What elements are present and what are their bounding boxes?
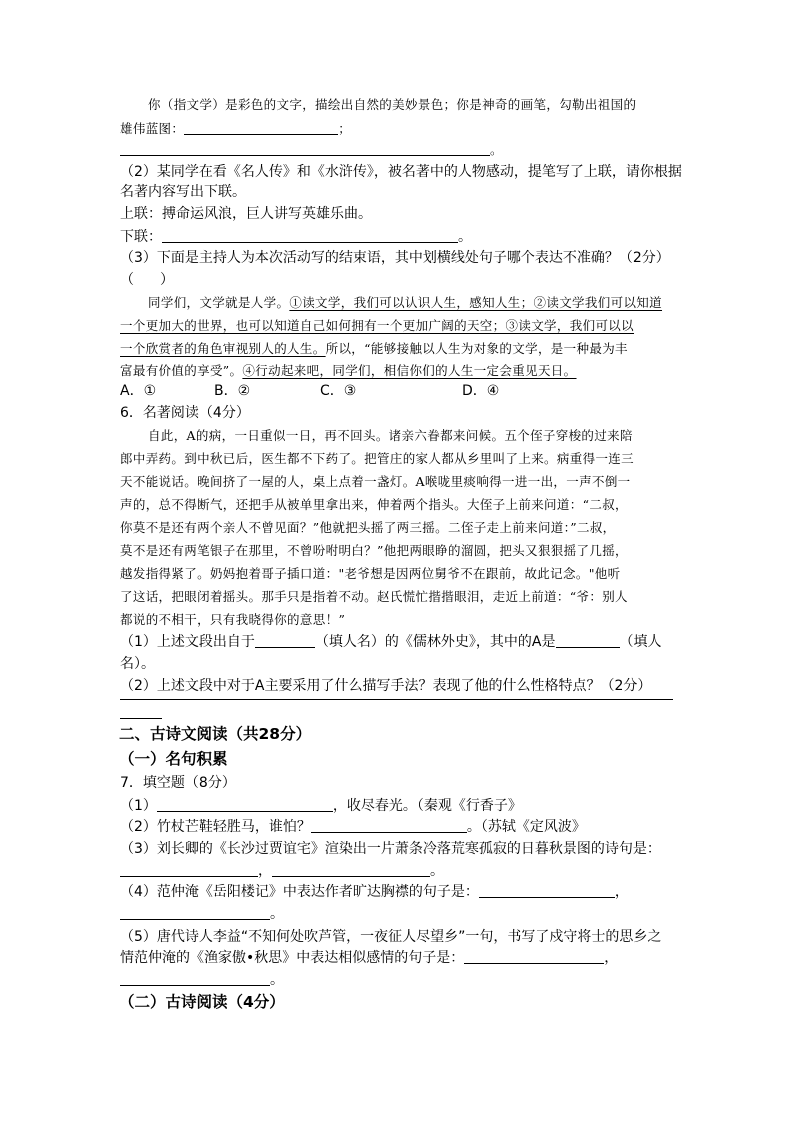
- q6-title: 6．名著阅读（4分）: [120, 405, 250, 421]
- q6-passage-line: 莫不是还有两笔银子在那里，不曾吩咐明白？”他把两眼睁的溜圆，把头又狠狠摇了几摇，: [120, 543, 628, 558]
- answer-line[interactable]: [120, 718, 162, 719]
- q6-passage-line: 都说的不相干，只有我晓得你的意思！”: [120, 612, 346, 627]
- q7-1-b: ，收尽春光。（秦观《行香子》: [332, 798, 522, 814]
- q5-3-p4: [120, 361, 577, 381]
- section-heading: 二、古诗文阅读（共28分）: [119, 725, 312, 743]
- answer-blank[interactable]: [184, 120, 338, 135]
- answer-blank[interactable]: [120, 862, 258, 877]
- paren-close: ）: [160, 272, 174, 288]
- q7-title: 7．填空题（8分）: [120, 775, 236, 791]
- q5-3-p1a: 同学们，文学就是人学。: [148, 295, 290, 310]
- q6-passage-line: 郎中弄药。到中秋已后，医生都不下药了。把管庄的家人都从乡里叫了上来。病重得一连三: [120, 451, 635, 466]
- option-d[interactable]: D．④: [462, 383, 500, 399]
- q7-4-answer: [120, 904, 284, 924]
- q5-3-p2-text: 一个更加大的世界，也可以知道自己如何拥有一个更加广阔的天空；③读文学，我们可以以: [120, 318, 635, 333]
- answer-blank[interactable]: [311, 818, 467, 833]
- q5-3-p3b: 所以，“能够接触以人生为对象的文学，是一种最为丰: [325, 341, 628, 356]
- q5-2-upper: 上联：搏命运风浪，巨人讲写英雄乐曲。: [120, 206, 372, 222]
- q6-passage-line: 自此，A的病，一日重似一日，再不回头。诸亲六眷都来问候。五个侄子穿梭的过来陪: [148, 428, 633, 443]
- q7-5-line1: （5）唐代诗人李益“不知何处吹芦管，一夜征人尽望乡”一句，书写了戍守将士的思乡之: [120, 929, 662, 945]
- q7-2-a: （2）竹杖芒鞋轻胜马，谁怕？: [120, 819, 311, 835]
- q7-5-c: ，: [604, 950, 619, 966]
- part-heading-1: （一）名句积累: [119, 750, 228, 768]
- answer-blank[interactable]: [272, 862, 430, 877]
- q5-3-p3: [120, 339, 628, 359]
- answer-blank[interactable]: [120, 905, 270, 920]
- answer-line[interactable]: [120, 699, 673, 700]
- answer-blank[interactable]: [556, 633, 620, 648]
- q5-3-p1b: ①读文学，我们可以认识人生，感知人生；②读文学我们可以知道: [289, 295, 663, 310]
- q5-1-line1: 你（指文学）是彩色的文字，描绘出自然的美妙景色；你是神奇的画笔，勾勒出祖国的: [148, 97, 637, 112]
- q5-3-line1: （3）下面是主持人为本次活动写的结束语，其中划横线处句子哪个表达不准确？（2分）: [120, 250, 670, 266]
- q7-1: [120, 796, 522, 816]
- option-b[interactable]: B．②: [214, 383, 251, 399]
- q7-1-a: （1）: [120, 798, 157, 814]
- q5-1-line2: [120, 119, 351, 139]
- q7-2-b: 。（苏轼《定风波》: [466, 819, 586, 835]
- option-c[interactable]: C．③: [320, 383, 357, 399]
- q5-1-line3: [120, 140, 503, 160]
- q5-2-lower: [120, 227, 472, 247]
- q7-4-a: （4）范仲淹《岳阳楼记》中表达作者旷达胸襟的句子是：: [120, 884, 479, 900]
- q7-5-end: 。: [270, 972, 284, 988]
- q5-2-lower-label: 下联：: [120, 229, 162, 245]
- q7-4-b: ，: [614, 884, 629, 900]
- q6-sub1-b: （填人名）的《儒林外史》，其中的A是: [314, 634, 556, 650]
- answer-blank[interactable]: [464, 949, 604, 964]
- q7-3: （3）刘长卿的《长沙过贾谊宅》渲染出一片萧条冷落荒寒孤寂的日暮秋景图的诗句是：: [120, 841, 661, 857]
- q7-5-b: 情范仲淹的《渔家傲•秋思》中表达相似感情的句子是：: [120, 950, 465, 966]
- q7-3-answer: [120, 861, 444, 881]
- q5-3-paren: [120, 270, 174, 290]
- answer-blank[interactable]: [255, 633, 315, 648]
- q6-passage-line: 声的，总不得断气，还把手从被单里拿出来，伸着两个指头。大侄子上前来问道：“二叔，: [120, 497, 628, 512]
- q6-sub2: （2）上述文段中对于A主要采用了什么描写手法？表现了他的什么性格特点？（2分）: [120, 678, 652, 694]
- q6-sub1-d: 名）。: [120, 656, 155, 672]
- q5-1-label: 雄伟蓝图：: [120, 121, 185, 136]
- q6-passage-line: 你莫不是还有两个亲人不曾见面？”他就把头摇了两三摇。二侄子走上前来问道：”二叔，: [120, 520, 616, 535]
- q7-4: [120, 882, 629, 902]
- q5-3-p1: [148, 293, 662, 313]
- q5-1-end: 。: [490, 142, 503, 157]
- q5-3-p4a: 富最有价值的享受”。: [120, 363, 243, 378]
- paren-open: （: [120, 272, 134, 288]
- q7-5-line2: [120, 948, 618, 968]
- q6-passage-line: 越发指得紧了。奶妈抱着哥子插口道："老爷想是因两位舅爷不在跟前，故此记念。"他听: [120, 566, 621, 581]
- q6-passage-line: 了这话，把眼闭着摇头。那手只是指着不动。赵氏慌忙揩揩眼泪，走近上前道：“爷：别人: [120, 589, 628, 604]
- part-heading-2: （二）古诗阅读（4分）: [119, 993, 285, 1011]
- answer-blank[interactable]: [157, 797, 333, 812]
- q5-2-lower-end: 。: [458, 229, 472, 245]
- answer-blank[interactable]: [120, 141, 490, 156]
- q6-passage-line: 天不能说话。晚间挤了一屋的人，桌上点着一盏灯。A喉咙里痰响得一进一出，一声不倒一: [120, 474, 631, 489]
- q7-4-end: 。: [270, 906, 284, 922]
- q7-5-answer: [120, 970, 284, 990]
- q7-3-end: 。: [430, 863, 444, 879]
- answer-blank[interactable]: [120, 971, 270, 986]
- answer-blank[interactable]: [479, 883, 615, 898]
- q5-2-line2: 名著内容写出下联。: [120, 184, 246, 200]
- q7-2: [120, 817, 586, 837]
- option-a[interactable]: A．①: [120, 383, 157, 399]
- q5-3-p2: [120, 316, 634, 336]
- q5-1-sep: ；: [338, 121, 352, 136]
- q6-sub1-a: （1）上述文段出自于: [120, 634, 255, 650]
- answer-blank[interactable]: [162, 228, 458, 243]
- q5-3-p3a: 一个欣赏者的角色审视别人的人生。: [120, 341, 326, 356]
- q6-sub1-c: （填人: [619, 634, 662, 650]
- q5-3-p4b: ④行动起来吧，同学们，相信你们的人生一定会重见天日。: [242, 363, 577, 378]
- q6-sub1: [120, 632, 662, 652]
- q7-3-sep: ，: [258, 863, 272, 879]
- q5-2-line1: （2）某同学在看《名人传》和《水浒传》，被名著中的人物感动，提笔写了上联，请你根据: [120, 164, 682, 180]
